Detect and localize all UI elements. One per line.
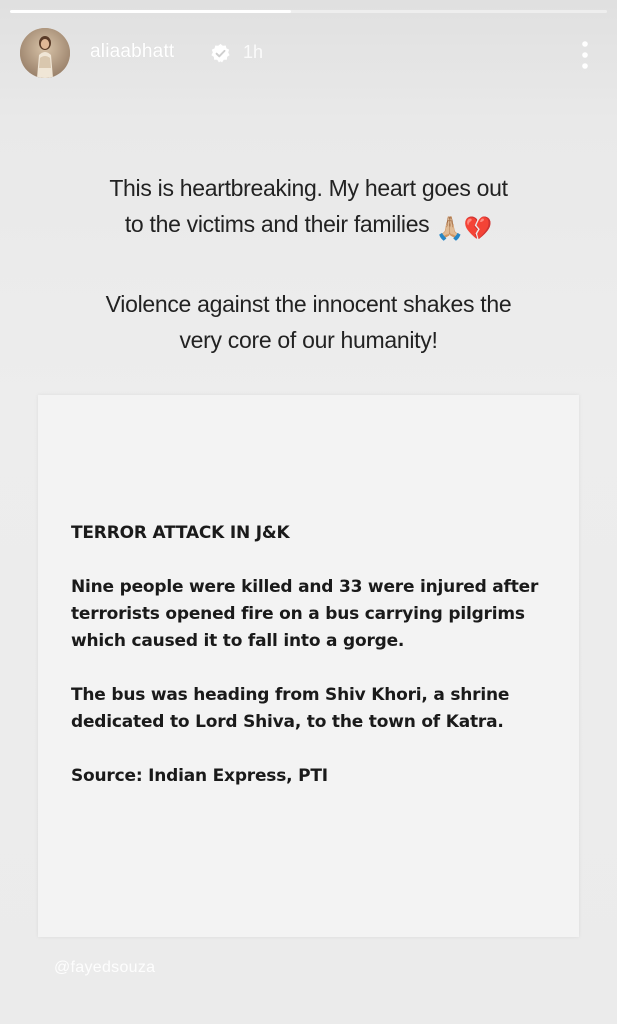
caption-line: This is heartbreaking. My heart goes out <box>109 175 508 201</box>
shared-post-title: TERROR ATTACK IN J&K <box>71 523 290 543</box>
mention-tag[interactable]: @fayedsouza <box>54 959 156 976</box>
more-vertical-icon[interactable] <box>579 40 591 70</box>
caption-line: Violence against the innocent shakes the <box>105 291 512 317</box>
shared-post-card[interactable] <box>38 395 579 937</box>
shared-post-content <box>71 520 551 817</box>
username[interactable]: aliaabhatt <box>90 41 175 62</box>
shared-post-paragraph: Nine people were killed and 33 were injured after terrorists opened fire on a bus carrying pilgrims which caused it to fall into a gorge. <box>71 577 539 651</box>
avatar[interactable] <box>20 28 70 78</box>
story-progress-fill <box>10 10 291 13</box>
caption-line: to the victims and their families <box>124 211 430 237</box>
story-caption <box>40 170 577 358</box>
praying-hands-broken-heart-emoji: 🙏🏼💔 <box>435 215 493 241</box>
verified-badge-icon <box>210 43 231 64</box>
story-progress-bar <box>10 10 607 13</box>
story-header <box>20 28 597 80</box>
caption-line-with-emoji <box>40 206 577 246</box>
post-time: 1h <box>243 42 264 62</box>
caption-line: very core of our humanity! <box>179 327 438 353</box>
shared-post-paragraph: The bus was heading from Shiv Khori, a shrine dedicated to Lord Shiva, to the town of Katra. <box>71 685 510 732</box>
shared-post-source: Source: Indian Express, PTI <box>71 766 328 786</box>
